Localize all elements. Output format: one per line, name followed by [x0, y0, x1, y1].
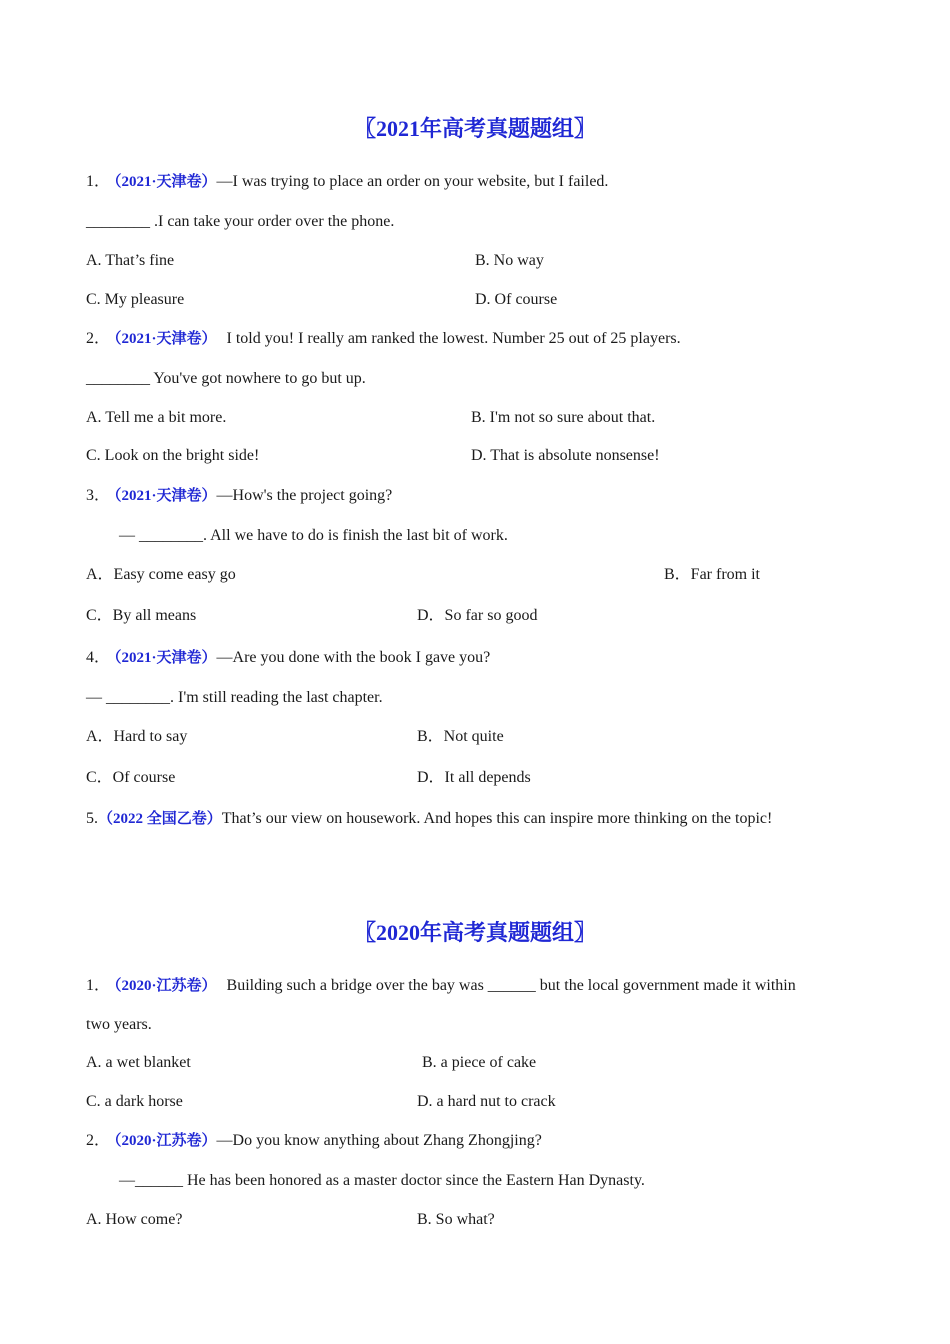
question-1-2020 [86, 976, 796, 996]
question-stem: —Are you done with the book I gave you? [216, 649, 491, 666]
question-1-2021 [86, 172, 608, 192]
question-number: 2． [86, 330, 111, 347]
question-number: 2． [86, 1132, 111, 1149]
question-3-2021 [86, 486, 392, 506]
option-b: B．Far from it [664, 566, 760, 583]
section-heading-2020: 〖2020年高考真题题组〗 [353, 920, 596, 945]
option-a: A. a wet blanket [86, 1054, 191, 1071]
option-d: D．So far so good [417, 607, 538, 624]
question-source: （2021·天津卷） [114, 488, 217, 504]
option-b: B. So what? [417, 1211, 495, 1228]
option-a: A. That’s fine [86, 252, 175, 269]
question-source: （2021·天津卷） [114, 650, 217, 666]
option-b: B. a piece of cake [422, 1054, 537, 1071]
question-stem: —Do you know anything about Zhang Zhongjing? [216, 1132, 542, 1149]
question-source: （2021·天津卷） [114, 331, 217, 347]
option-c: C. Look on the bright side! [86, 447, 260, 464]
question-stem: —I was trying to place an order on your website, but I failed. [216, 173, 609, 190]
question-source: （2022 全国乙卷） [98, 811, 222, 827]
question-number: 1． [86, 977, 111, 994]
option-c: C．By all means [86, 607, 197, 624]
option-c: C. a dark horse [86, 1093, 183, 1110]
question-line2: two years. [86, 1016, 152, 1033]
question-5-2022 [86, 809, 772, 829]
option-c: C. My pleasure [86, 291, 185, 308]
question-number: 1． [86, 173, 111, 190]
option-c: C．Of course [86, 769, 176, 786]
question-stem: Building such a bridge over the bay was ______ but the local government made it within [226, 977, 796, 994]
question-line2: —______ He has been honored as a master doctor since the Eastern Han Dynasty. [119, 1172, 645, 1189]
question-number: 3． [86, 487, 111, 504]
question-source: （2021·天津卷） [114, 174, 217, 190]
section-heading-2021: 〖2021年高考真题题组〗 [353, 116, 596, 141]
question-line2: — ________. All we have to do is finish the last bit of work. [119, 527, 508, 544]
question-stem: I told you! I really am ranked the lowest. Number 25 out of 25 players. [226, 330, 681, 347]
question-number: 5. [86, 810, 98, 827]
question-stem: That’s our view on housework. And hopes this can inspire more thinking on the topic! [221, 810, 773, 827]
question-line2: ________ You've got nowhere to go but up. [86, 370, 366, 387]
question-line2: — ________. I'm still reading the last chapter. [86, 689, 383, 706]
question-line2: ________ .I can take your order over the phone. [86, 213, 395, 230]
option-b: B. I'm not so sure about that. [471, 409, 656, 426]
question-source: （2020·江苏卷） [114, 1133, 217, 1149]
option-b: B. No way [475, 252, 544, 269]
option-b: B．Not quite [417, 728, 504, 745]
question-number: 4． [86, 649, 111, 666]
option-d: D. Of course [475, 291, 558, 308]
question-2-2021 [86, 329, 681, 349]
option-a: A. Tell me a bit more. [86, 409, 227, 426]
option-a: A．Hard to say [86, 728, 188, 745]
option-d: D. That is absolute nonsense! [471, 447, 660, 464]
question-2-2020 [86, 1131, 542, 1151]
option-d: D．It all depends [417, 769, 531, 786]
option-d: D. a hard nut to crack [417, 1093, 556, 1110]
option-a: A. How come? [86, 1211, 183, 1228]
question-source: （2020·江苏卷） [114, 978, 217, 994]
question-stem: —How's the project going? [216, 487, 393, 504]
option-a: A．Easy come easy go [86, 566, 236, 583]
question-4-2021 [86, 648, 490, 668]
